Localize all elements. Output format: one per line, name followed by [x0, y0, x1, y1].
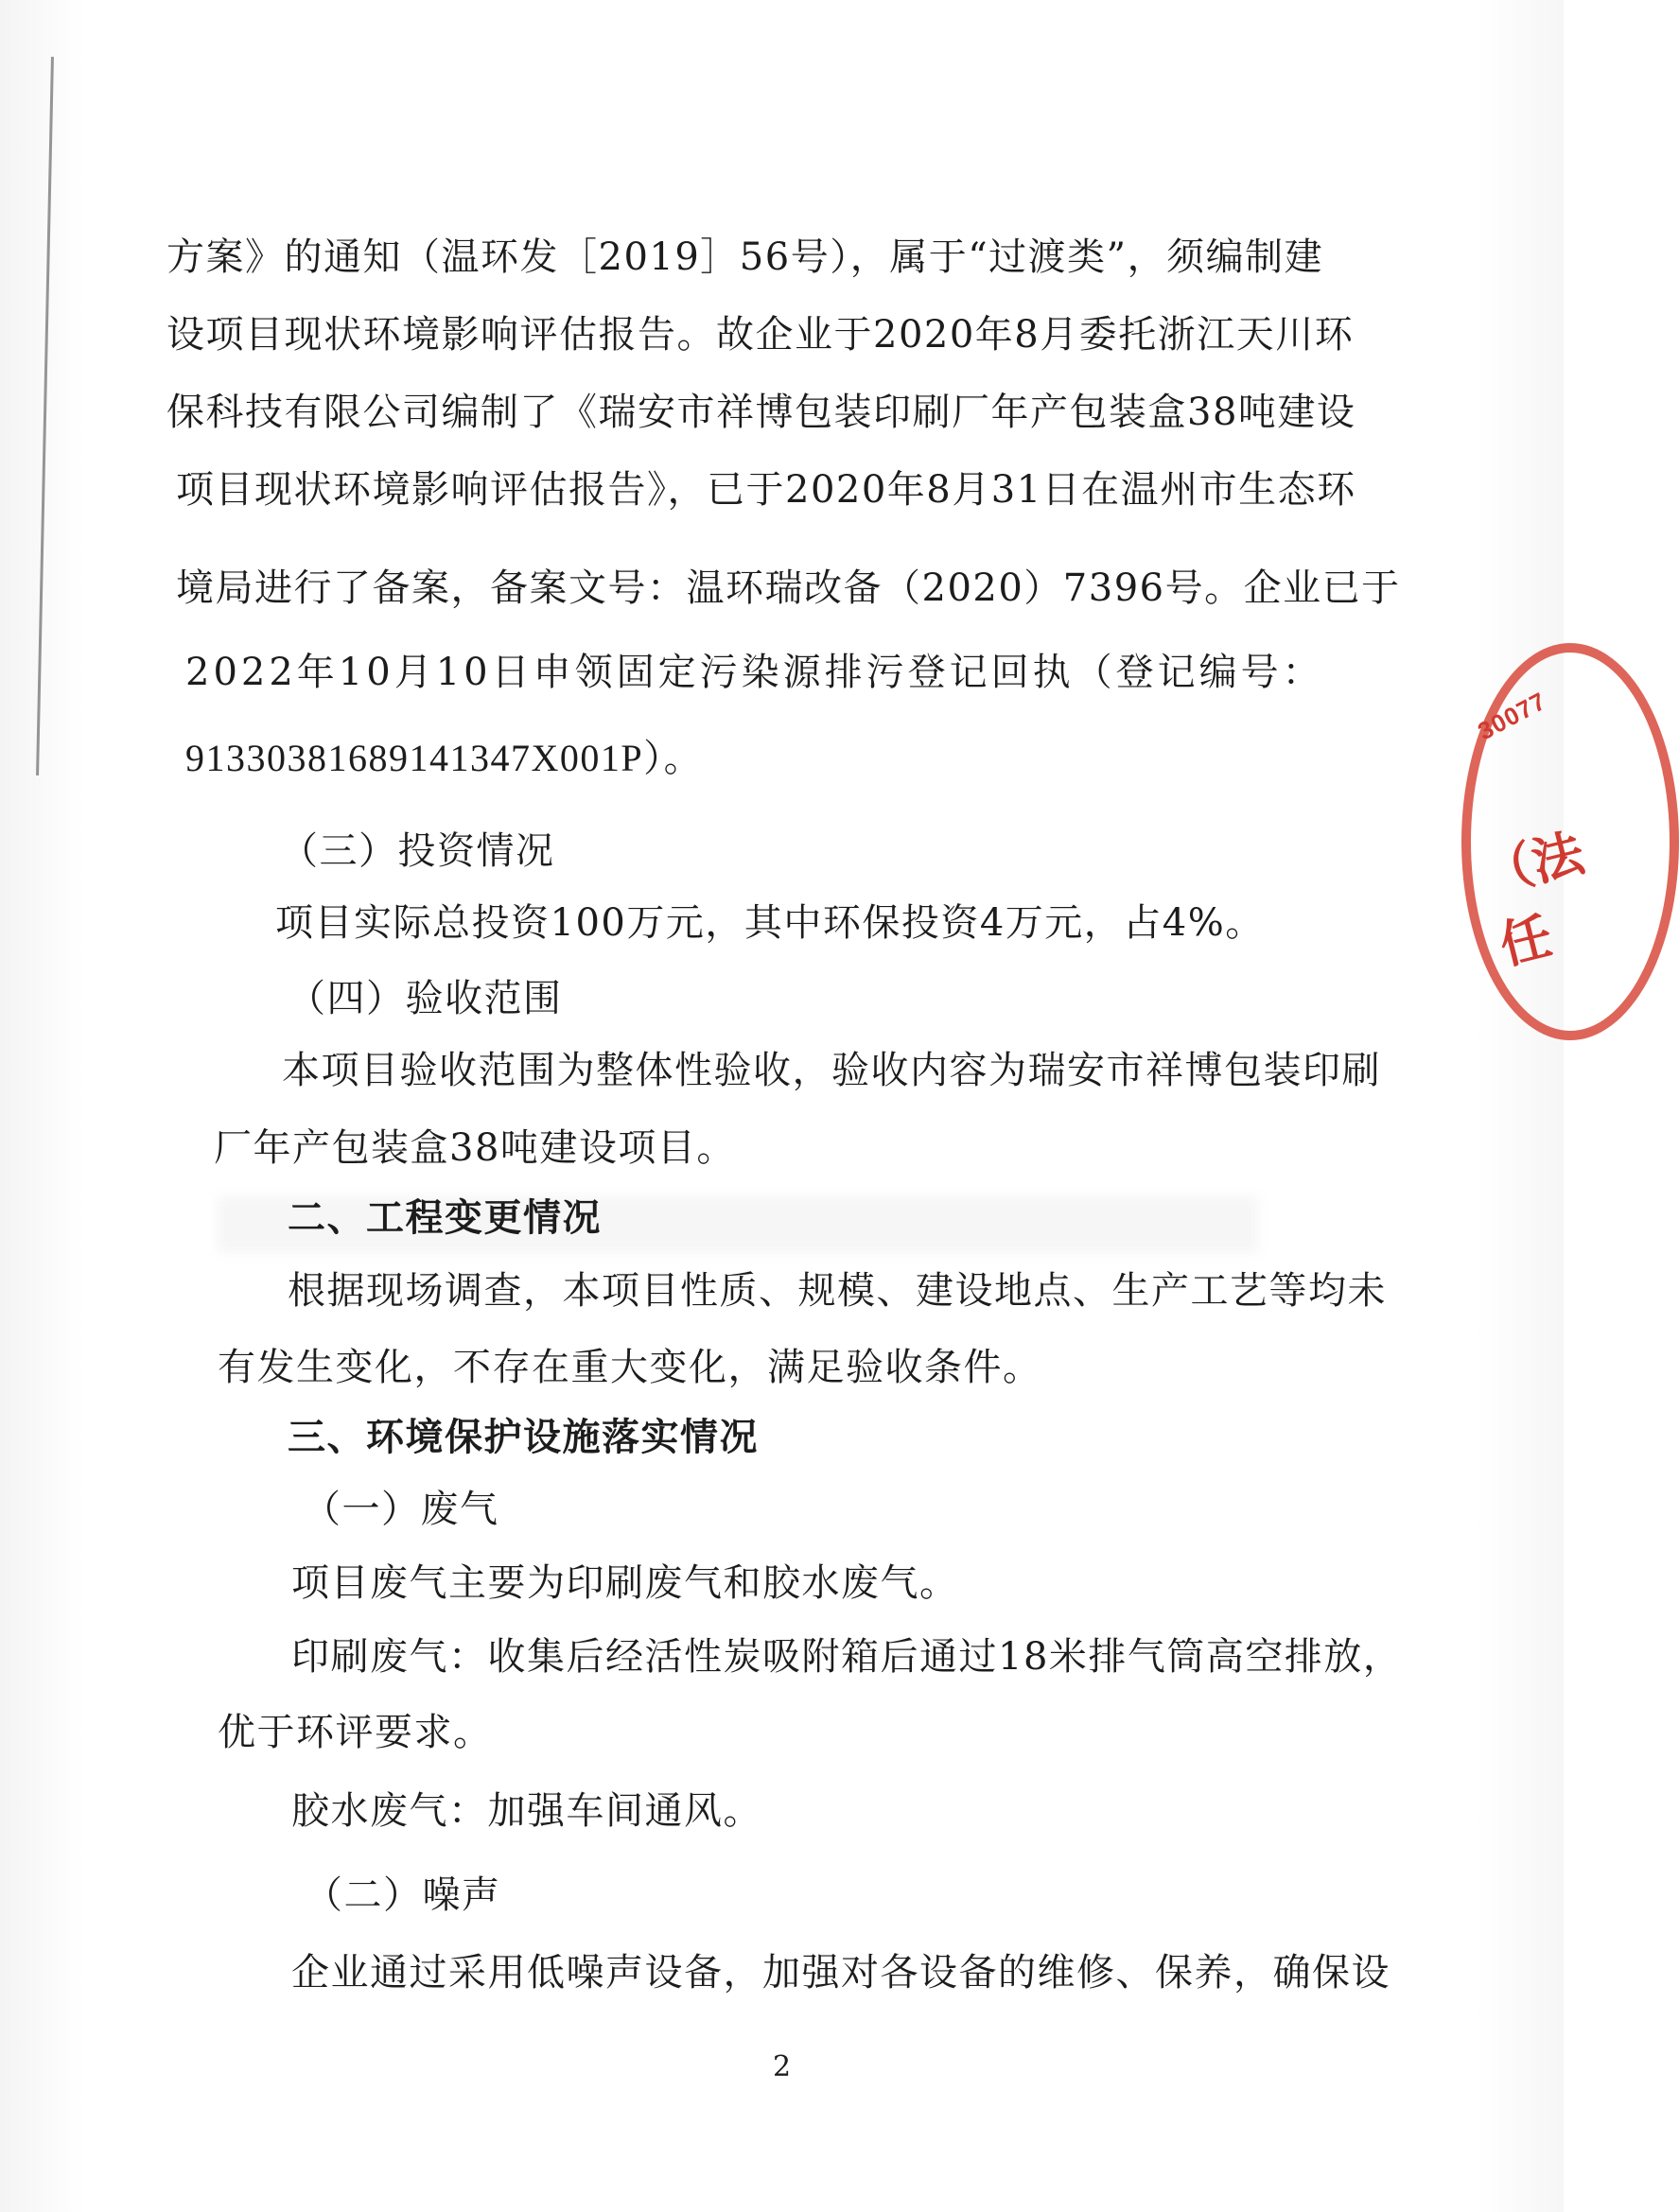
changes-line-1: 根据现场调查，本项目性质、规模、建设地点、生产工艺等均未 — [288, 1269, 1387, 1313]
investment-text: 项目实际总投资100万元，其中环保投资4万元，占4%。 — [275, 901, 1265, 945]
intro-line-6: 2022年10月10日申领固定污染源排污登记回执（登记编号： — [185, 651, 1324, 694]
printing-gas-line-2: 优于环评要求。 — [218, 1711, 493, 1754]
intro-line-5: 境局进行了备案，备案文号：温环瑞改备（2020）7396号。企业已于 — [176, 566, 1401, 610]
glue-gas-text: 胶水废气：加强车间通风。 — [291, 1789, 762, 1833]
seal-number: 30077 — [1473, 686, 1551, 746]
printing-gas-line-1: 印刷废气：收集后经活性炭吸附箱后通过18米排气筒高空排放， — [291, 1635, 1403, 1679]
seal-characters: （法 任 — [1476, 821, 1590, 976]
intro-line-4: 项目现状环境影响评估报告》，已于2020年8月31日在温州市生态环 — [176, 468, 1356, 512]
waste-gas-heading: （一）废气 — [303, 1488, 499, 1531]
waste-gas-summary: 项目废气主要为印刷废气和胶水废气。 — [291, 1561, 959, 1605]
scope-heading: （四）验收范围 — [288, 977, 563, 1020]
intro-line-7: 91330381689141347X001P）。 — [185, 737, 704, 779]
intro-line-1: 方案》的通知（温环发［2019］56号），属于“过渡类”，须编制建 — [166, 235, 1324, 279]
intro-line-2: 设项目现状环境影响评估报告。故企业于2020年8月委托浙江天川环 — [166, 313, 1355, 357]
scope-line-2: 厂年产包装盒38吨建设项目。 — [214, 1126, 736, 1170]
changes-heading: 二、工程变更情况 — [288, 1195, 602, 1240]
scope-line-1: 本项目验收范围为整体性验收，验收内容为瑞安市祥博包装印刷 — [282, 1049, 1381, 1092]
env-protection-heading: 三、环境保护设施落实情况 — [288, 1415, 759, 1459]
noise-text: 企业通过采用低噪声设备，加强对各设备的维修、保养，确保设 — [291, 1951, 1390, 1994]
intro-line-3: 保科技有限公司编制了《瑞安市祥博包装印刷厂年产包装盒38吨建设 — [166, 391, 1356, 434]
page-number: 2 — [772, 2050, 792, 2083]
investment-heading: （三）投资情况 — [280, 829, 555, 873]
changes-line-2: 有发生变化，不存在重大变化，满足验收条件。 — [218, 1346, 1042, 1389]
noise-heading: （二）噪声 — [305, 1873, 501, 1917]
